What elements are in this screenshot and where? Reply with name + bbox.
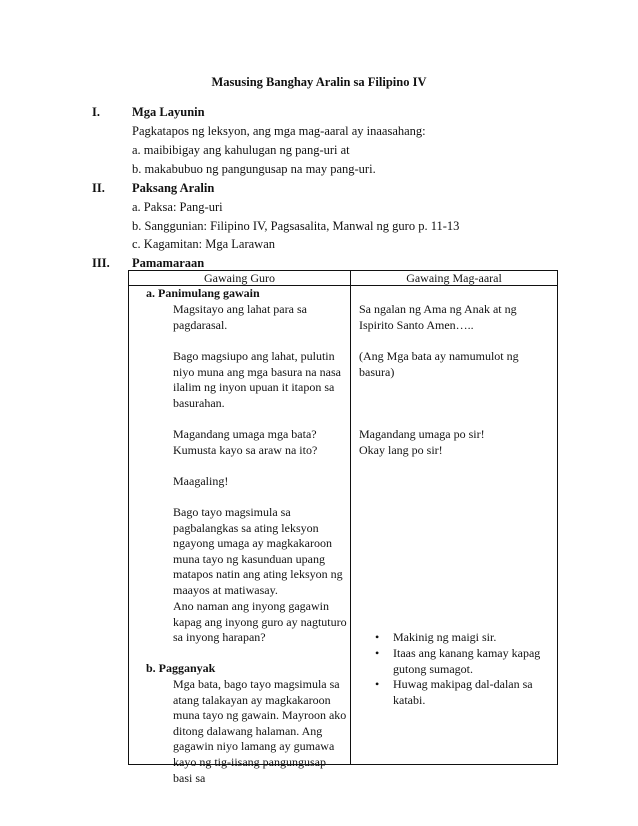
section-2-numeral: II.: [92, 181, 105, 195]
student-block: Magandang umaga po sir! Okay lang po sir!: [359, 427, 485, 457]
label-panimulang-gawain: a. Panimulang gawain: [146, 286, 260, 300]
bullet-icon: •: [375, 677, 380, 691]
section-2-line: b. Sanggunian: Filipino IV, Pagsasalita, Manwal ng guro p. 11-13: [132, 219, 460, 233]
table-column-divider: [350, 271, 351, 764]
student-block: (Ang Mga bata ay namumulot ng basura): [359, 349, 519, 379]
section-1-line: a. maibibigay ang kahulugan ng pang-uri at: [132, 143, 350, 157]
bullet-icon: •: [375, 630, 380, 644]
section-3-heading: Pamamaraan: [132, 256, 205, 270]
section-3-numeral: III.: [92, 256, 110, 270]
teacher-block: Mga bata, bago tayo magsimula sa atang talakayan ay magkakaroon muna tayo ng gawain. Mayroon ako ditong dalawang halaman. Ang gagawin niyo lamang ay gumawa kayo ng tig-iisang pangungusap basi sa: [173, 677, 347, 785]
teacher-block: Magsitayo ang lahat para sa pagdarasal.: [173, 302, 307, 332]
section-2-heading: Paksang Aralin: [132, 181, 215, 195]
header-gawaing-mag-aaral: Gawaing Mag-aaral: [406, 271, 502, 285]
student-bullet-item: Makinig ng maigi sir.: [393, 630, 497, 644]
section-1-numeral: I.: [92, 105, 100, 119]
teacher-block: Ano naman ang inyong gagawin kapag ang inyong guro ay nagtuturo sa inyong harapan?: [173, 599, 347, 645]
header-gawaing-guro: Gawaing Guro: [204, 271, 275, 285]
section-1-line: b. makabubuo ng pangungusap na may pang-uri.: [132, 162, 376, 176]
procedure-table: [128, 270, 558, 785]
student-block: Sa ngalan ng Ama ng Anak at ng Ispirito Santo Amen…..: [359, 302, 517, 332]
student-bullet-item: Huwag makipag dal-dalan sa katabi.: [393, 677, 533, 707]
bullet-icon: •: [375, 646, 380, 660]
teacher-block: Bago magsiupo ang lahat, pulutin niyo muna ang mga basura na nasa ilalim ng inyon upuan it itapon sa basurahan.: [173, 349, 341, 410]
teacher-block: Bago tayo magsimula sa pagbalangkas sa ating leksyon ngayong umaga ay magkakaroon muna tayo ng kasunduan upang matapos natin ang ating leksyon ng maayos at matiwasay.: [173, 505, 343, 597]
student-bullet-item: Itaas ang kanang kamay kapag gutong sumagot.: [393, 646, 541, 676]
section-1-heading: Mga Layunin: [132, 105, 205, 119]
section-1-line: Pagkatapos ng leksyon, ang mga mag-aaral ay inaasahang:: [132, 124, 426, 138]
section-2-line: c. Kagamitan: Mga Larawan: [132, 237, 275, 251]
teacher-block: Magandang umaga mga bata? Kumusta kayo sa araw na ito?: [173, 427, 318, 457]
document-title: Masusing Banghay Aralin sa Filipino IV: [211, 75, 427, 89]
section-2-line: a. Paksa: Pang-uri: [132, 200, 223, 214]
label-pagganyak: b. Pagganyak: [146, 661, 216, 675]
teacher-block: Maagaling!: [173, 474, 229, 488]
